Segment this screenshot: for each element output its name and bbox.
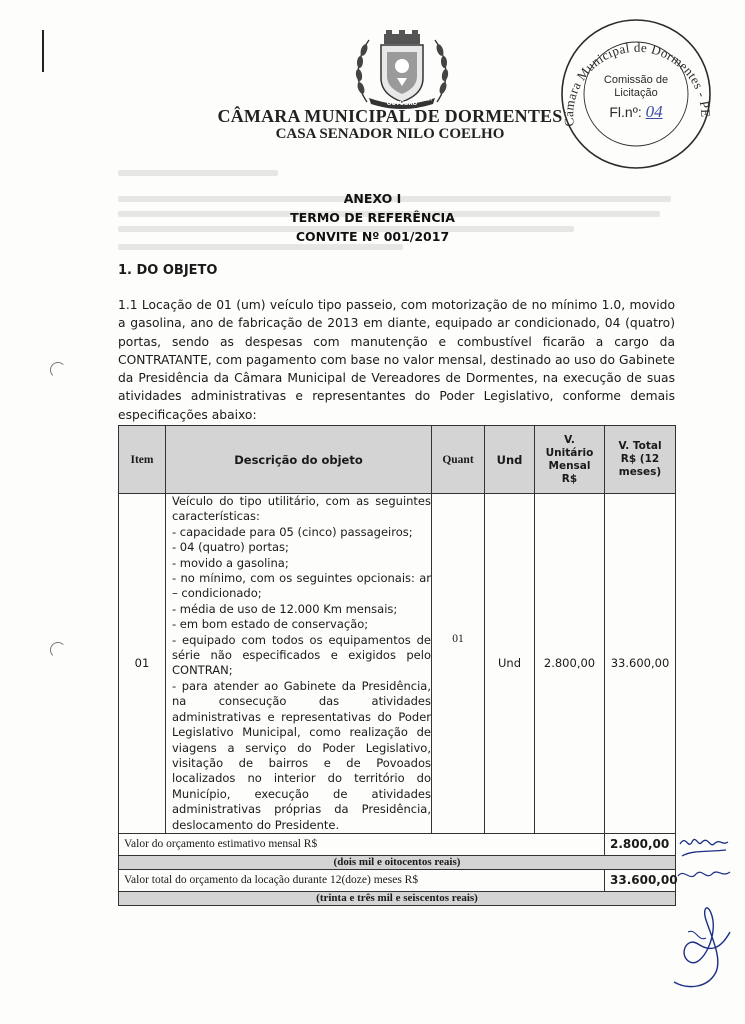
monthly-total-row bbox=[119, 833, 676, 855]
monthly-total-label: Valor do orçamento estimativo mensal R$ bbox=[119, 833, 605, 855]
object-paragraph: 1.1 Locação de 01 (um) veículo tipo passeio, com motorização de no mínimo 1.0, movido a gasolina, ano de fabricação de 2013 em diante, equipado ar condicionado, 04 (quatro) portas, sendo as despesas com manutenção e combustível ficarão a cargo da CONTRATANTE, com pagamento com base no valor mensal, destinado ao uso do Gabinete da Presidência da Câmara Municipal de Vereadores de Dormentes, na execução de suas atividades administrativas e representantes do Poder Legislativo, conforme demais especificações abaixo: bbox=[118, 298, 675, 422]
stamp-fl-label: Fl.nº: bbox=[609, 104, 642, 120]
table-header-row bbox=[119, 426, 676, 494]
svg-text:OUTUBRO: OUTUBRO bbox=[386, 101, 418, 107]
cell-description: Veículo do tipo utilitário, com as seguintes características: - capacidade para 05 (cinco) passageiros; - 04 (quatro) portas; - movido a gasolina; - no mínimo, com os seguintes opcionais: ar – condicionado; - média de uso de 12.000 Km mensais; - em bom estado de conservação; - equipado com todos os equipamentos de série não especificados e exigidos pelo CONTRAN; - para atender ao Gabinete da Presidência, na consecução das atividades administrativas e representativas do Poder Legislativo Municipal, como realização de viagens a serviço do Poder Legislativo, visitação de bairros e de Povoados localizados no interior do território do Município, execução de atividades administrativas próprias da Presidência, deslocamento do Presidente. bbox=[166, 494, 432, 834]
commission-stamp bbox=[550, 16, 722, 172]
annual-total-label: Valor total do orçamento da locação durante 12(doze) meses R$ bbox=[119, 869, 605, 891]
table-row bbox=[119, 494, 676, 834]
header-item: Item bbox=[119, 426, 166, 494]
punch-hole-mark bbox=[50, 642, 66, 658]
cell-item: 01 bbox=[119, 494, 166, 834]
cell-quant: 01 bbox=[432, 494, 485, 834]
annual-total-value: 33.600,00 bbox=[605, 869, 676, 891]
stamp-fl-value: 04 bbox=[645, 102, 663, 121]
cell-total-value: 33.600,00 bbox=[605, 494, 676, 834]
annual-total-words: (trinta e três mil e seiscentos reais) bbox=[119, 891, 676, 905]
institution-subtitle: CASA SENADOR NILO COELHO bbox=[275, 126, 505, 142]
svg-text:Câmara Municipal de Dormentes: Câmara Municipal de Dormentes - PE bbox=[561, 39, 714, 128]
institution-title: CÂMARA MUNICIPAL DE DORMENTES bbox=[217, 106, 563, 126]
stamp-line-2: Licitação bbox=[614, 87, 658, 99]
cell-unit-value: 2.800,00 bbox=[535, 494, 605, 834]
annex-reference: CONVITE Nº 001/2017 bbox=[295, 229, 450, 244]
stamp-line-1: Comissão de bbox=[603, 74, 669, 86]
header-und: Und bbox=[485, 426, 535, 494]
monthly-total-words: (dois mil e oitocentos reais) bbox=[119, 855, 676, 869]
section-heading: 1. DO OBJETO bbox=[118, 263, 218, 278]
punch-hole-mark bbox=[50, 362, 66, 378]
svg-text:1997: 1997 bbox=[421, 98, 433, 103]
header-quant: Quant bbox=[432, 426, 485, 494]
coat-of-arms-icon bbox=[347, 30, 457, 110]
header-unit-value: V. Unitário Mensal R$ bbox=[535, 426, 605, 494]
header-description: Descrição do objeto bbox=[166, 426, 432, 494]
annual-words-row bbox=[119, 891, 676, 905]
margin-line bbox=[42, 30, 44, 72]
annual-total-row bbox=[119, 869, 676, 891]
monthly-words-row bbox=[119, 855, 676, 869]
specification-table bbox=[118, 425, 676, 906]
stamp-page-number bbox=[550, 102, 722, 122]
monthly-total-value: 2.800,00 bbox=[605, 833, 676, 855]
header-total-value: V. Total R$ (12 meses) bbox=[605, 426, 676, 494]
cell-und: Und bbox=[485, 494, 535, 834]
annex-title: ANEXO I bbox=[343, 191, 402, 206]
annex-subtitle: TERMO DE REFERÊNCIA bbox=[290, 210, 455, 225]
handwritten-signature-icon bbox=[668, 832, 740, 1002]
